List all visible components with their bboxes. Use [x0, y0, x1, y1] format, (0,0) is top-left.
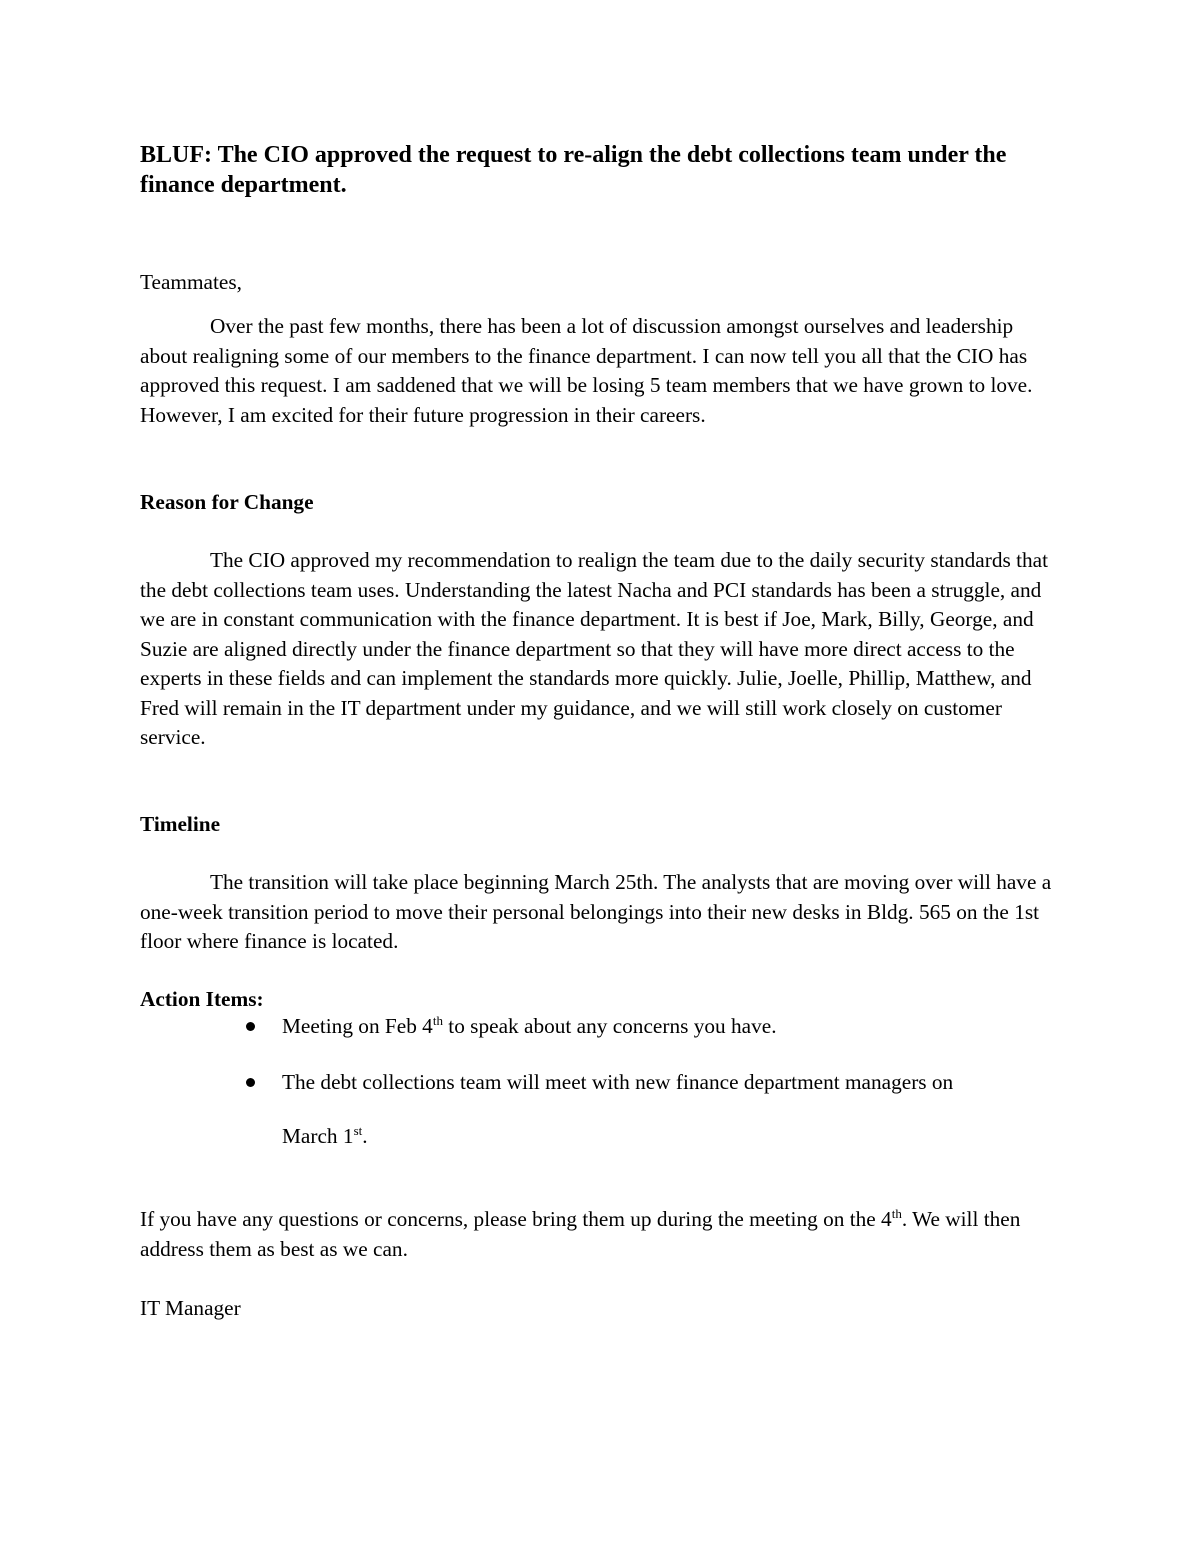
list-item: [140, 1068, 1065, 1152]
item2-line2: [282, 1122, 1065, 1152]
bullet-icon: [246, 1078, 255, 1087]
item1-text-end: to speak about any concerns you have.: [442, 1014, 777, 1038]
item1-superscript: th: [432, 1012, 443, 1028]
reason-paragraph: The CIO approved my recommendation to realign the team due to the daily security standards that the debt collections team uses. Understanding the latest Nacha and PCI standards has been a struggle, and we are in constant communication with the finance department. It is best if Joe, Mark, Billy, George, and Suzie are aligned directly under the finance department so that they will have more direct access to the experts in these fields and can implement the standards more quickly. Julie, Joelle, Phillip, Matthew, and Fred will remain in the IT department under my guidance, and we will still work closely on customer service.: [140, 548, 1049, 749]
item1-text: Meeting on Feb 4: [282, 1014, 433, 1038]
item2-superscript: st: [353, 1122, 363, 1138]
closing-text: If you have any questions or concerns, please bring them up during the meeting on the 4: [140, 1207, 892, 1231]
action-items-heading: Action Items:: [140, 987, 264, 1011]
intro-paragraph: Over the past few months, there has been a lot of discussion amongst ourselves and leadership about realigning some of our members to the finance department. I can now tell you all that the CIO has approved this request. I am saddened that we will be losing 5 team members that we have grown to love. However, I am excited for their future progression in their careers.: [140, 314, 1033, 427]
list-item: [140, 1012, 1065, 1042]
signature: IT Manager: [140, 1296, 241, 1320]
bluf-heading: BLUF: The CIO approved the request to re-align the debt collections team under the finance department.: [140, 142, 1007, 198]
bullet-icon: [246, 1022, 255, 1031]
item2-line2-text: March 1: [282, 1124, 354, 1148]
closing-paragraph: [140, 1205, 1065, 1264]
timeline-heading: Timeline: [140, 812, 221, 836]
closing-text-end: . We will then address them as best as we can.: [140, 1207, 1021, 1261]
item2-line1: The debt collections team will meet with new finance department managers on: [282, 1069, 954, 1094]
timeline-paragraph: The transition will take place beginning March 25th. The analysts that are moving over will have a one-week transition period to move their personal belongings into their new desks in Bldg. 565 on the 1st floor where finance is located.: [140, 870, 1052, 953]
reason-heading: Reason for Change: [140, 490, 314, 514]
greeting: Teammates,: [140, 270, 242, 294]
closing-superscript: th: [891, 1205, 902, 1221]
item2-line2-end: .: [362, 1124, 368, 1148]
action-items-list: [140, 1012, 1065, 1152]
